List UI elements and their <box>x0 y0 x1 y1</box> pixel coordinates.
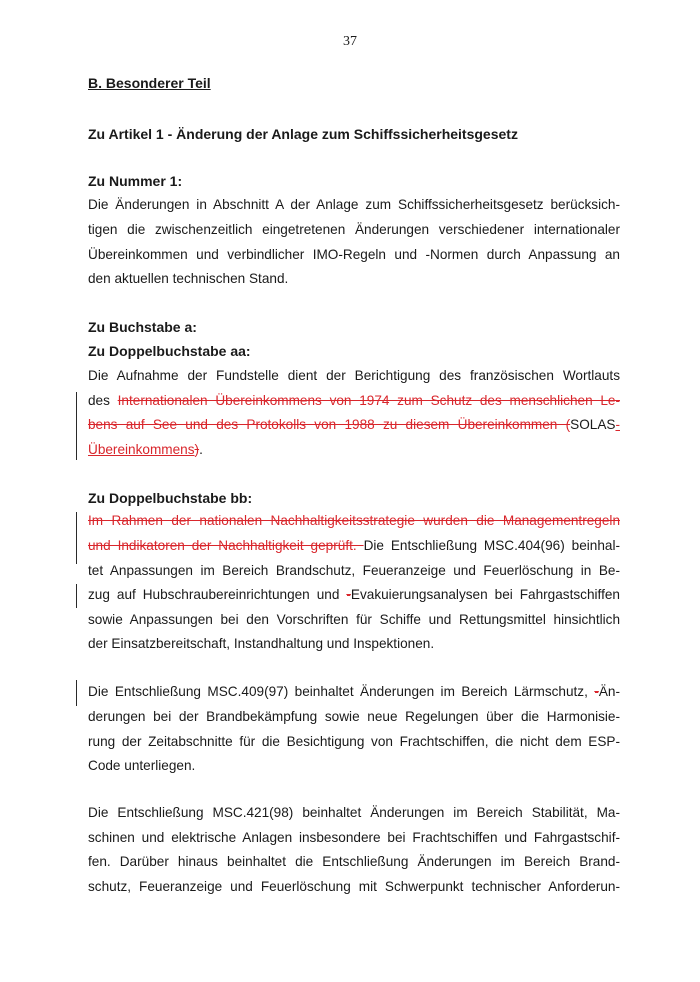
paragraph-line: Code unterliegen. <box>88 758 196 773</box>
paragraph-line: den aktuellen technischen Stand. <box>88 271 289 286</box>
deleted-text: - <box>346 587 351 602</box>
nummer1-heading: Zu Nummer 1: <box>88 173 183 189</box>
paragraph-line: Übereinkommen und verbindlicher IMO-Regeln und -Normen durch Anpassung an <box>88 247 620 262</box>
inserted-text: Übereinkommens <box>88 442 195 457</box>
paragraph-line <box>88 392 620 410</box>
text-span: Evakuierungsanalysen bei Fahrgastschiffen <box>350 587 620 602</box>
paragraph-line: schinen und elektrische Anlagen insbesondere bei Frachtschiffen und Fahrgastschif- <box>88 830 620 845</box>
deleted-text: bens auf See und des Protokolls von 1988 zu diesem Übereinkommen ( <box>88 417 571 432</box>
paragraph-line: derungen bei der Brandbekämpfung sowie neue Regelungen über die Harmonisie- <box>88 709 620 724</box>
change-bar <box>76 392 77 460</box>
paragraph-line <box>88 512 620 530</box>
paragraph-line: sowie Anpassungen bei den Vorschriften für Schiffe und Rettungsmittel hinsichtlich <box>88 612 620 627</box>
deleted-text: und Indikatoren der Nachhaltigkeit geprüft. <box>88 538 364 553</box>
deleted-text: ) <box>194 442 200 457</box>
text-span: . <box>199 442 203 457</box>
paragraph-line: tigen die zwischenzeitlich eingetretenen Änderungen verschiedener internationaler <box>88 222 620 237</box>
deleted-text: Im Rahmen der nationalen Nachhaltigkeitsstrategie wurden die Managementregeln <box>88 513 620 528</box>
paragraph-line <box>88 441 620 459</box>
buchstabe-a-heading: Zu Buchstabe a: <box>88 319 197 335</box>
deleted-text: Internationalen Übereinkommens von 1974 zum Schutz des menschlichen Le- <box>117 393 620 408</box>
text-span: zug auf Hubschraubereinrichtungen und <box>88 587 347 602</box>
paragraph-line <box>88 416 620 434</box>
section-title: B. Besonderer Teil <box>88 75 211 91</box>
text-span: Än- <box>598 684 620 699</box>
text-span: Die Entschließung MSC.409(97) beinhaltet Änderungen im Bereich Lärmschutz, <box>88 684 595 699</box>
page-number: 37 <box>343 34 357 49</box>
deleted-text: - <box>594 684 599 699</box>
paragraph-line <box>88 683 620 701</box>
paragraph-line <box>88 586 620 604</box>
paragraph-line: Die Entschließung MSC.421(98) beinhaltet Änderungen im Bereich Stabilität, Ma- <box>88 805 620 820</box>
paragraph-line: schutz, Feueranzeige und Feuerlöschung mit Schwerpunkt technischer Anforderun- <box>88 879 620 894</box>
change-bar <box>76 512 77 564</box>
doppel-aa-heading: Zu Doppelbuchstabe aa: <box>88 343 251 359</box>
paragraph-line: fen. Darüber hinaus beinhaltet die Entschließung Änderungen im Bereich Brand- <box>88 854 620 869</box>
inserted-text: - <box>615 417 620 432</box>
paragraph-line: Die Aufnahme der Fundstelle dient der Berichtigung des französischen Wortlauts <box>88 368 620 383</box>
paragraph-line: rung der Zeitabschnitte für die Besichtigung von Frachtschiffen, die nicht dem ESP- <box>88 734 620 749</box>
paragraph-line: tet Anpassungen im Bereich Brandschutz, Feueranzeige und Feuerlöschung in Be- <box>88 563 620 578</box>
paragraph-line <box>88 537 620 555</box>
article-heading: Zu Artikel 1 - Änderung der Anlage zum Schiffssicherheitsgesetz <box>88 126 518 142</box>
paragraph-line: Die Änderungen in Abschnitt A der Anlage zum Schiffssicherheitsgesetz berücksich- <box>88 197 620 212</box>
text-span: SOLAS <box>570 417 616 432</box>
text-span: Die Entschließung MSC.404(96) beinhal- <box>363 538 620 553</box>
change-bar <box>76 680 77 706</box>
change-bar <box>76 584 77 608</box>
doppel-bb-heading: Zu Doppelbuchstabe bb: <box>88 490 253 506</box>
paragraph-line: der Einsatzbereitschaft, Instandhaltung und Inspektionen. <box>88 636 435 651</box>
text-span: des <box>88 393 118 408</box>
